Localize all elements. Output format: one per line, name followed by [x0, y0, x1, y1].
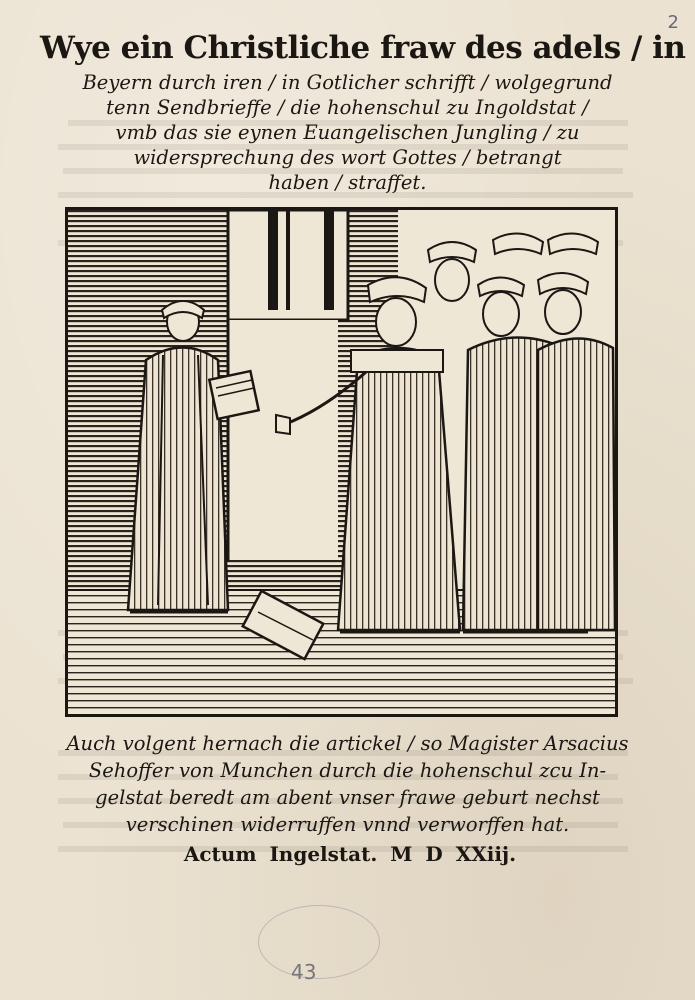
colophon — [140, 842, 560, 866]
title-line-5: widersprechung des wort Gottes / betrangt — [133, 146, 562, 169]
caption-line-4: verschinen widerruffen vnnd verworffen hat. — [125, 813, 570, 836]
title-line-1: Wye ein Christliche fraw des adels / in — [40, 30, 686, 66]
title-line-3: tenn Sendbrieffe / die hohenschul zu Ingoldstat / — [106, 96, 589, 119]
caption-line-1: Auch volgent hernach die artickel / so Magister Arsacius — [66, 732, 629, 755]
colophon-year: XXiij. — [455, 842, 517, 866]
title-block — [40, 26, 686, 195]
caption-line-2: Sehoffer von Munchen durch die hohenschul zcu In- — [88, 759, 607, 782]
folio-number: 2 — [667, 12, 679, 33]
title-line-4: vmb das sie eynen Euangelischen Jungling / zu — [115, 121, 580, 144]
woodcut-illustration — [65, 207, 618, 717]
colophon-place: Actum Ingelstat. — [183, 842, 378, 866]
caption-line-3: gelstat beredt am abent vnser frawe geburt nechst — [95, 786, 600, 809]
title-line-6: haben / straffet. — [268, 171, 427, 194]
library-stamp — [258, 905, 380, 979]
colophon-era: M D — [390, 842, 443, 866]
caption-block — [50, 730, 645, 838]
pencil-number: 43 — [291, 960, 317, 984]
title-line-2: Beyern durch iren / in Gotlicher schrifft / wolgegrund — [82, 71, 613, 94]
